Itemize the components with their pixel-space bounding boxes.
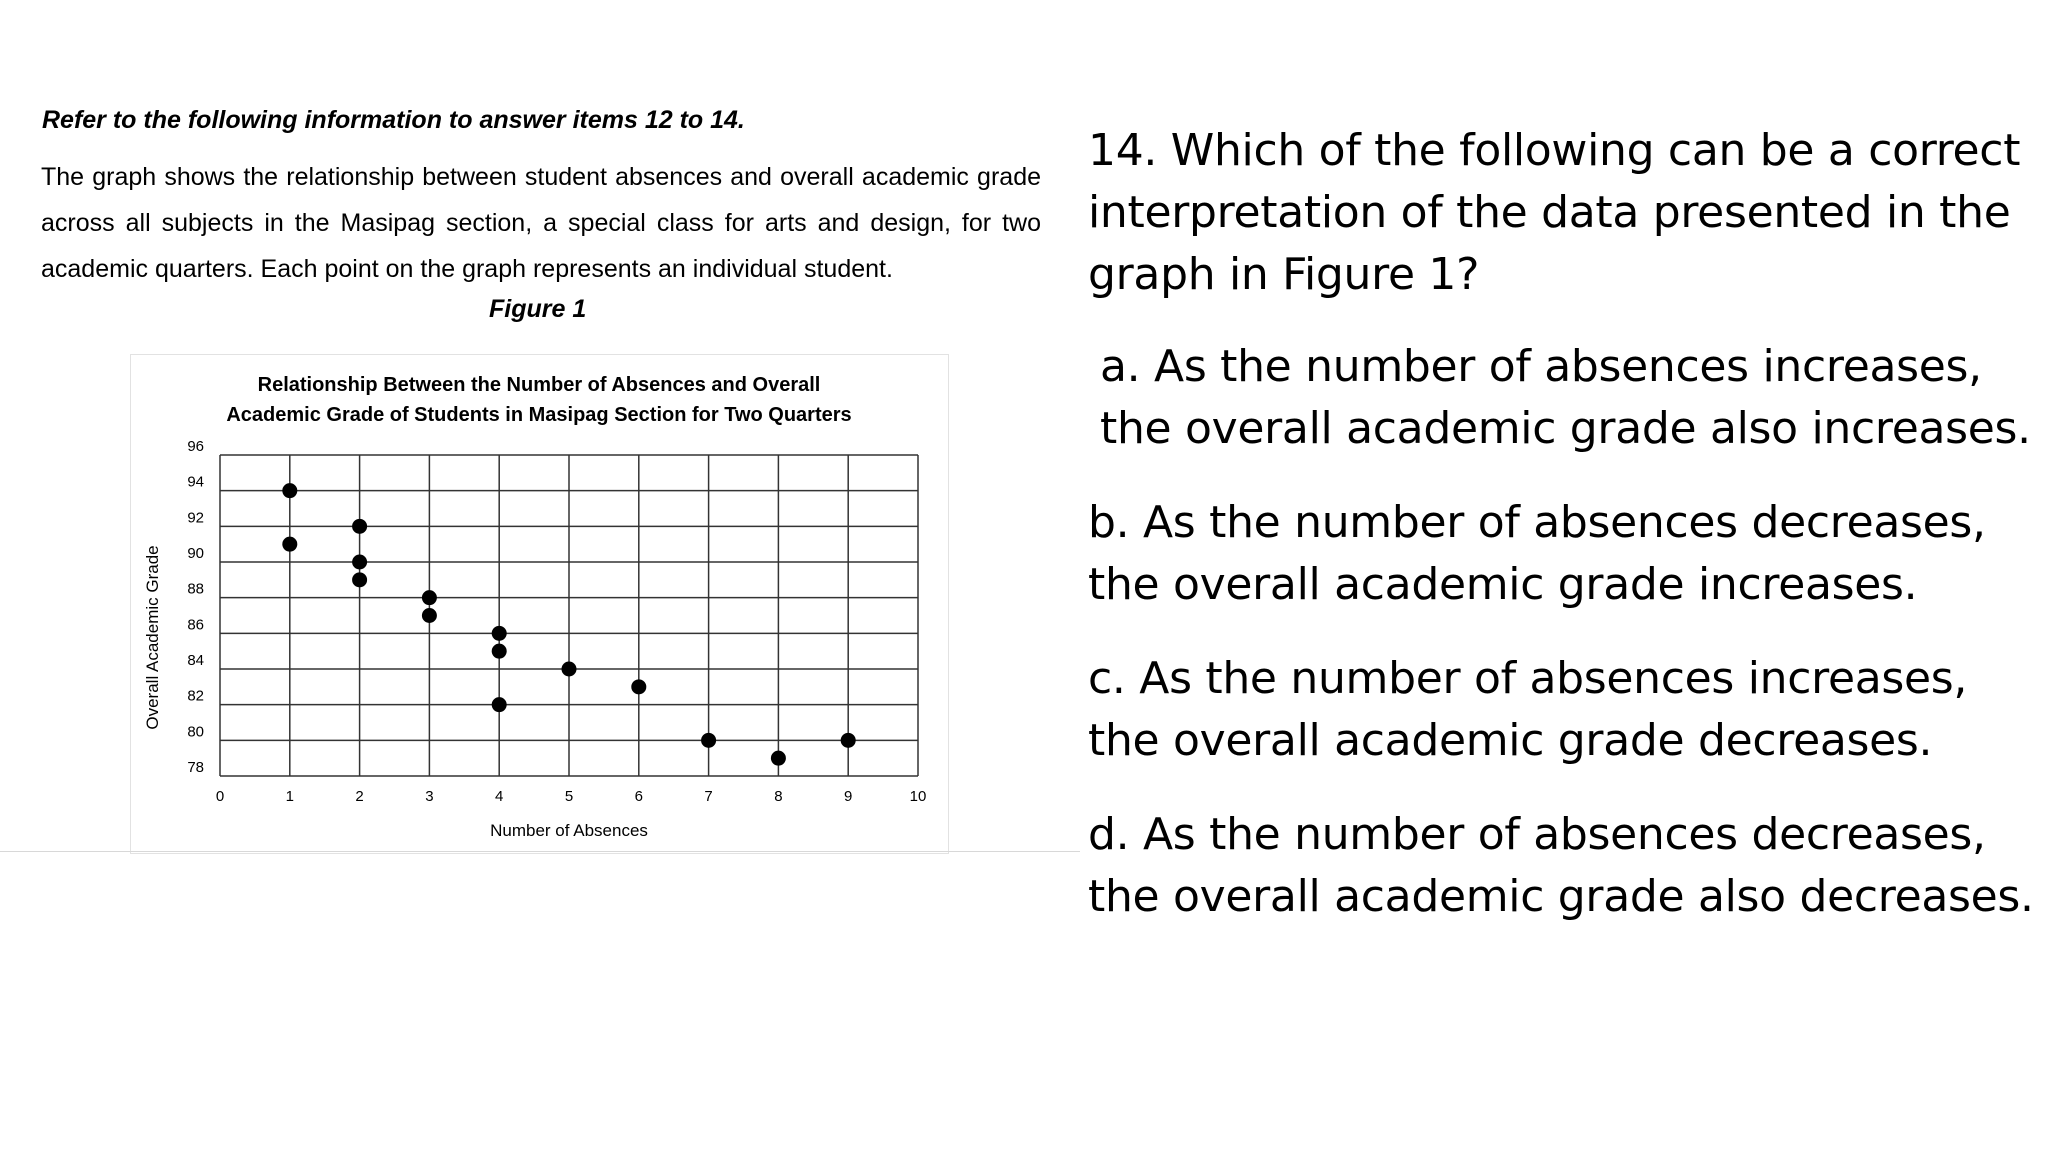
y-tick-label: 78 xyxy=(187,759,204,776)
y-axis-label: Overall Academic Grade xyxy=(143,545,162,730)
data-point xyxy=(701,733,716,748)
figure-label: Figure 1 xyxy=(489,295,587,323)
chart-title-line: Relationship Between the Number of Absences and Overall xyxy=(257,374,821,396)
data-point xyxy=(352,555,367,570)
y-tick-label: 80 xyxy=(187,723,204,741)
chart-title-line: Academic Grade of Students in Masipag Section for Two Quarters xyxy=(226,404,852,426)
data-point xyxy=(352,572,367,587)
scatter-chart xyxy=(131,355,948,853)
data-point xyxy=(282,483,297,498)
intro-paragraph: The graph shows the relationship between student absences and overall academic grade across all subjects in the Masipag section, a special class for arts and design, for two academic quarters. Each point on the graph represents an individual student. xyxy=(41,163,1041,283)
y-tick-label: 86 xyxy=(187,616,204,634)
data-point xyxy=(492,697,507,712)
data-point xyxy=(631,679,646,694)
option-b[interactable]: b. As the number of absences decreases, the overall academic grade increases. xyxy=(1088,497,1986,610)
option-d[interactable]: d. As the number of absences decreases, the overall academic grade also decreases. xyxy=(1088,809,2034,922)
figure-chart xyxy=(130,354,949,854)
page-divider xyxy=(0,851,1080,852)
x-tick-label: 9 xyxy=(844,788,853,805)
question-text: 14. Which of the following can be a correct interpretation of the data presented in the graph in Figure 1? xyxy=(1088,125,2021,300)
x-tick-label: 1 xyxy=(285,788,294,805)
x-tick-label: 7 xyxy=(704,788,713,805)
intro-heading: Refer to the following information to answer items 12 to 14. xyxy=(42,106,745,134)
data-point xyxy=(841,733,856,748)
x-tick-label: 0 xyxy=(215,788,225,805)
option-c[interactable]: c. As the number of absences increases, the overall academic grade decreases. xyxy=(1088,653,1968,766)
y-tick-label: 96 xyxy=(187,438,204,455)
y-tick-label: 94 xyxy=(187,473,204,491)
data-point xyxy=(422,608,437,623)
x-axis-label: Number of Absences xyxy=(490,821,648,840)
x-tick-label: 10 xyxy=(909,788,927,805)
y-tick-label: 82 xyxy=(187,687,204,705)
y-tick-label: 84 xyxy=(187,652,204,669)
data-point xyxy=(282,537,297,552)
x-tick-label: 6 xyxy=(634,788,643,805)
data-point xyxy=(492,626,507,641)
x-tick-label: 4 xyxy=(495,788,504,805)
x-tick-label: 2 xyxy=(355,788,364,805)
y-tick-label: 92 xyxy=(187,509,204,527)
data-point xyxy=(422,590,437,605)
y-tick-label: 90 xyxy=(187,545,204,562)
data-point xyxy=(771,751,786,766)
reference-panel xyxy=(0,0,1080,860)
x-tick-label: 3 xyxy=(425,788,434,805)
x-tick-label: 8 xyxy=(774,788,783,805)
data-point xyxy=(562,662,577,677)
y-tick-label: 88 xyxy=(187,580,204,598)
question-panel xyxy=(1088,120,2038,960)
x-tick-label: 5 xyxy=(564,788,574,805)
option-a[interactable]: a. As the number of absences increases, the overall academic grade also increases. xyxy=(1100,341,2031,454)
data-point xyxy=(352,519,367,534)
data-point xyxy=(492,644,507,659)
